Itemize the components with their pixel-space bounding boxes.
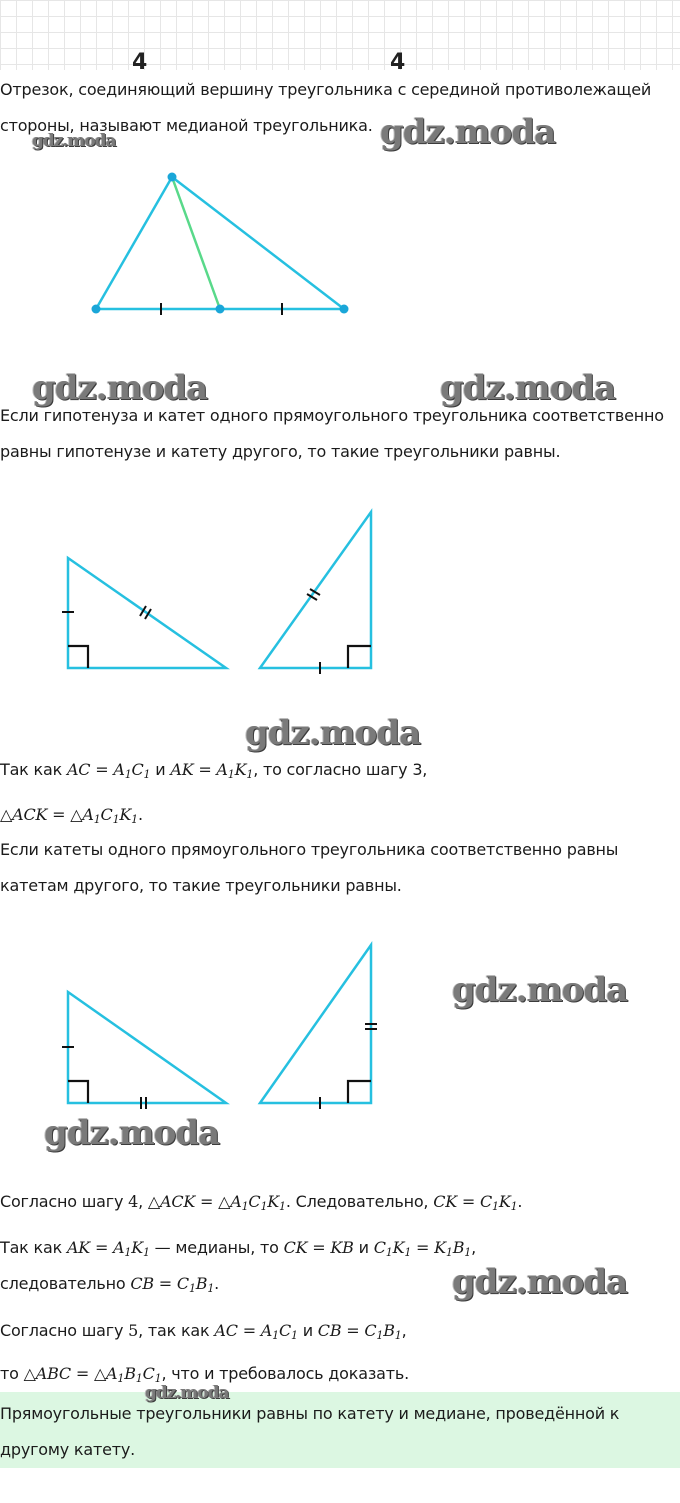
step-a-equation: △ACK = $\triangle A_1C_1K_1$.	[0, 805, 143, 826]
right-right-triangle	[260, 512, 371, 668]
step-d-line-2: то △ABC = $\triangle A_1B_1C_1$, что и требовалось доказать.	[0, 1364, 409, 1385]
right-angle-mark	[68, 646, 88, 668]
hyp-leg-diagram	[0, 500, 680, 680]
header-glyph: 4	[132, 50, 148, 75]
left-right-triangle	[68, 558, 226, 668]
median-definition-line-2: стороны, называют медианой треугольника.	[0, 116, 373, 135]
vertex-point	[168, 173, 177, 182]
vertex-point	[340, 305, 349, 314]
triangle-left-side	[96, 177, 172, 309]
watermark-logo: gdz.moda	[44, 1113, 220, 1153]
right-angle-mark	[348, 1081, 371, 1103]
triangle-right-side	[172, 177, 344, 309]
right-angle-mark	[68, 1081, 88, 1103]
step-b-line: Согласно шагу 4, △ACK = $\triangle A_1C_1K_1$. Следовательно, CK = $C_1K_1$.	[0, 1192, 523, 1213]
right-right-triangle	[260, 945, 371, 1103]
median-diagram	[0, 160, 680, 330]
right-angle-mark	[348, 646, 371, 668]
header-glyph: 4	[390, 50, 406, 75]
legs-diagram	[0, 936, 680, 1116]
watermark-logo: gdz.moda	[440, 368, 616, 408]
hyp-leg-line-2: равны гипотенузе и катету другого, то такие треугольники равны.	[0, 442, 561, 461]
watermark-logo: gdz.moda	[452, 970, 628, 1010]
watermark-logo: gdz.moda	[32, 131, 116, 151]
step-c-line-2: следовательно CB = $C_1B_1$.	[0, 1274, 220, 1295]
grid-paper-strip	[0, 0, 680, 70]
step-c-line-1: Так как AK = $A_1K_1$ — медианы, то CK = KB и $C_1K_1 = K_1B_1$,	[0, 1238, 476, 1259]
legs-line-2: катетам другого, то такие треугольники равны.	[0, 876, 402, 895]
watermark-logo: gdz.moda	[380, 112, 556, 152]
hyp-leg-line-1: Если гипотенуза и катет одного прямоугольного треугольника соответственно	[0, 406, 664, 425]
median-definition-line-1: Отрезок, соединяющий вершину треугольника с серединой противолежащей	[0, 80, 652, 99]
step-a-line-1: Так как AC = $A_1C_1$ и AK = $A_1K_1$, то согласно шагу 3,	[0, 760, 428, 781]
vertex-point	[92, 305, 101, 314]
left-right-triangle	[68, 992, 226, 1103]
conclusion-line-2: другому катету.	[0, 1440, 136, 1459]
watermark-logo: gdz.moda	[452, 1262, 628, 1302]
watermark-logo: gdz.moda	[245, 713, 421, 753]
midpoint-point	[216, 305, 225, 314]
conclusion-line-1: Прямоугольные треугольники равны по катету и медиане, проведённой к	[0, 1404, 620, 1423]
step-d-line-1: Согласно шагу 5, так как AC = $A_1C_1$ и CB = $C_1B_1$,	[0, 1321, 407, 1342]
legs-line-1: Если катеты одного прямоугольного треугольника соответственно равны	[0, 840, 619, 859]
watermark-logo: gdz.moda	[32, 368, 208, 408]
watermark-logo: gdz.moda	[145, 1383, 229, 1403]
